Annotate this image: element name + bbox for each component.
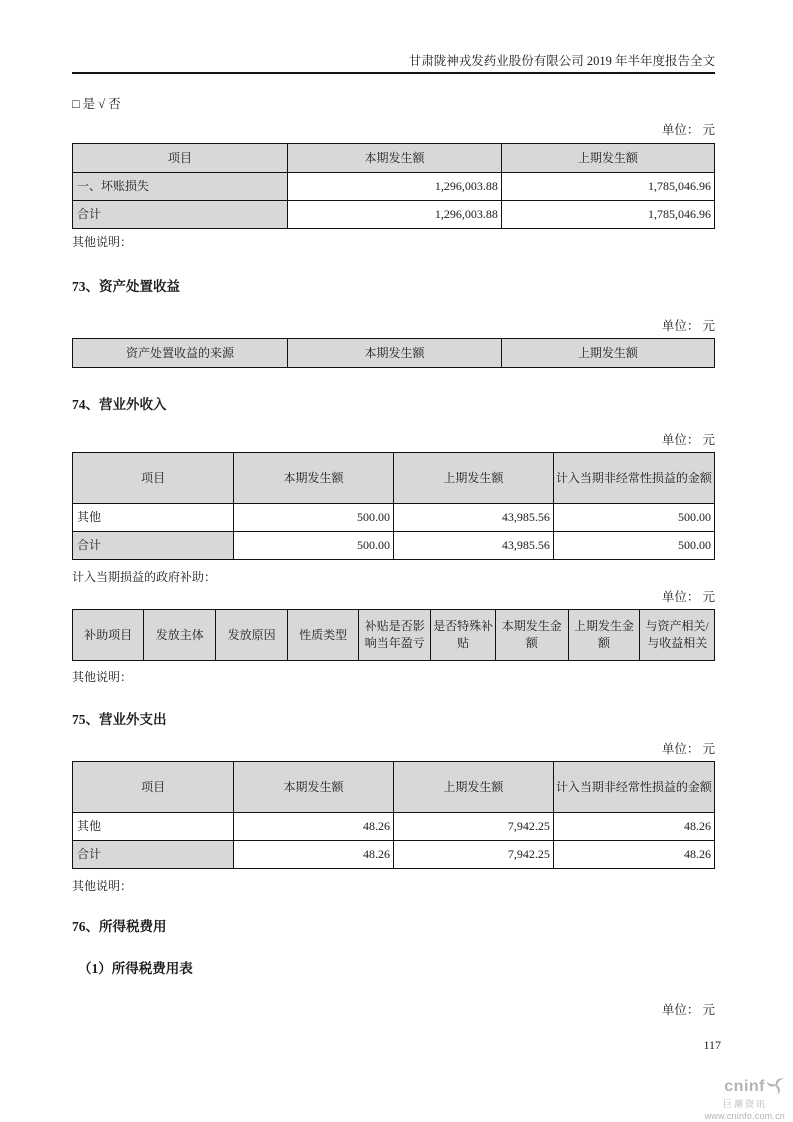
- section-75-title: 75、营业外支出: [72, 712, 167, 727]
- government-subsidy-note: 计入当期损益的政府补助：: [72, 570, 217, 584]
- other-notes-label: 其他说明：: [72, 235, 133, 249]
- current-period-value-cell: 1,296,003.88: [288, 173, 502, 201]
- row-label-cell: 其他: [73, 813, 234, 841]
- bad-debt-loss-table: [72, 143, 715, 229]
- table-header-row: [73, 339, 715, 368]
- table-row: [73, 813, 715, 841]
- row-label-cell: 合计: [73, 532, 234, 560]
- column-header-grantor: 发放主体: [144, 610, 216, 661]
- column-header-non-recurring: 计入当期非经常性损益的金额: [553, 762, 714, 813]
- page-number: 117: [703, 1038, 721, 1052]
- table-row-total: [73, 532, 715, 560]
- asset-disposal-income-table: [72, 338, 715, 368]
- prior-period-value-cell: 1,785,046.96: [501, 201, 714, 229]
- prior-period-value-cell: 7,942.25: [393, 841, 553, 869]
- column-header-item: 项目: [73, 453, 234, 504]
- column-header-item: 项目: [73, 144, 288, 173]
- column-header-asset-or-income-related: 与资产相关/与收益相关: [640, 610, 715, 661]
- column-header-current-period: 本期发生额: [288, 339, 502, 368]
- current-period-value-cell: 500.00: [234, 504, 394, 532]
- column-header-current-period: 本期发生额: [288, 144, 502, 173]
- table-header-row: [73, 762, 715, 813]
- column-header-current-period: 本期发生额: [234, 762, 394, 813]
- column-header-prior-period: 上期发生额: [501, 339, 714, 368]
- non-recurring-value-cell: 48.26: [553, 841, 714, 869]
- prior-period-value-cell: 7,942.25: [393, 813, 553, 841]
- column-header-prior-period: 上期发生额: [393, 762, 553, 813]
- column-header-current-period: 本期发生额: [234, 453, 394, 504]
- cninfo-swirl-icon: [767, 1076, 785, 1098]
- section-76-subsection-title: （1）所得税费用表: [78, 961, 193, 976]
- current-period-value-cell: 48.26: [234, 841, 394, 869]
- column-header-affects-profit: 补贴是否影响当年盈亏: [359, 610, 431, 661]
- table-row-total: [73, 841, 715, 869]
- column-header-non-recurring: 计入当期非经常性损益的金额: [553, 453, 714, 504]
- section-76-title: 76、所得税费用: [72, 919, 167, 934]
- cninfo-url: www.cninfo.com.cn: [704, 1111, 785, 1121]
- column-header-current-amount: 本期发生金额: [496, 610, 569, 661]
- current-period-value-cell: 1,296,003.88: [288, 201, 502, 229]
- column-header-subsidy-item: 补助项目: [73, 610, 144, 661]
- table-header-row: [73, 144, 715, 173]
- cninfo-brand-text: cninf: [724, 1078, 765, 1095]
- prior-period-value-cell: 1,785,046.96: [501, 173, 714, 201]
- cninfo-logo: [693, 1076, 785, 1121]
- column-header-special-subsidy: 是否特殊补贴: [431, 610, 496, 661]
- non-operating-expense-table: [72, 761, 715, 869]
- unit-label: 单位： 元: [661, 123, 715, 137]
- unit-label: 单位： 元: [661, 1003, 715, 1017]
- column-header-nature-type: 性质类型: [288, 610, 359, 661]
- column-header-source: 资产处置收益的来源: [73, 339, 288, 368]
- current-period-value-cell: 48.26: [234, 813, 394, 841]
- unit-label: 单位： 元: [661, 433, 715, 447]
- non-operating-income-table: [72, 452, 715, 560]
- table-row: [73, 173, 715, 201]
- column-header-item: 项目: [73, 762, 234, 813]
- non-recurring-value-cell: 500.00: [553, 504, 714, 532]
- unit-label: 单位： 元: [661, 590, 715, 604]
- column-header-prior-amount: 上期发生金额: [568, 610, 640, 661]
- non-recurring-value-cell: 500.00: [553, 532, 714, 560]
- report-header-title: 甘肃陇神戎发药业股份有限公司 2019 年半年度报告全文: [72, 0, 715, 74]
- yes-no-checkbox-line: □ 是 √ 否: [72, 97, 121, 111]
- table-header-row: [73, 610, 715, 661]
- row-label-cell: 合计: [73, 201, 288, 229]
- current-period-value-cell: 500.00: [234, 532, 394, 560]
- row-label-cell: 合计: [73, 841, 234, 869]
- column-header-prior-period: 上期发生额: [393, 453, 553, 504]
- other-notes-label: 其他说明：: [72, 879, 133, 893]
- non-recurring-value-cell: 48.26: [553, 813, 714, 841]
- prior-period-value-cell: 43,985.56: [393, 504, 553, 532]
- government-subsidy-table: [72, 609, 715, 661]
- section-73-title: 73、资产处置收益: [72, 279, 180, 294]
- table-header-row: [73, 453, 715, 504]
- table-row-total: [73, 201, 715, 229]
- column-header-prior-period: 上期发生额: [501, 144, 714, 173]
- other-notes-label: 其他说明：: [72, 670, 133, 684]
- cninfo-chinese-name: 巨潮资讯: [722, 1099, 767, 1109]
- unit-label: 单位： 元: [661, 319, 715, 333]
- row-label-cell: 其他: [73, 504, 234, 532]
- unit-label: 单位： 元: [661, 742, 715, 756]
- section-74-title: 74、营业外收入: [72, 397, 167, 412]
- table-row: [73, 504, 715, 532]
- prior-period-value-cell: 43,985.56: [393, 532, 553, 560]
- column-header-grant-reason: 发放原因: [216, 610, 288, 661]
- row-label-cell: 一、坏账损失: [73, 173, 288, 201]
